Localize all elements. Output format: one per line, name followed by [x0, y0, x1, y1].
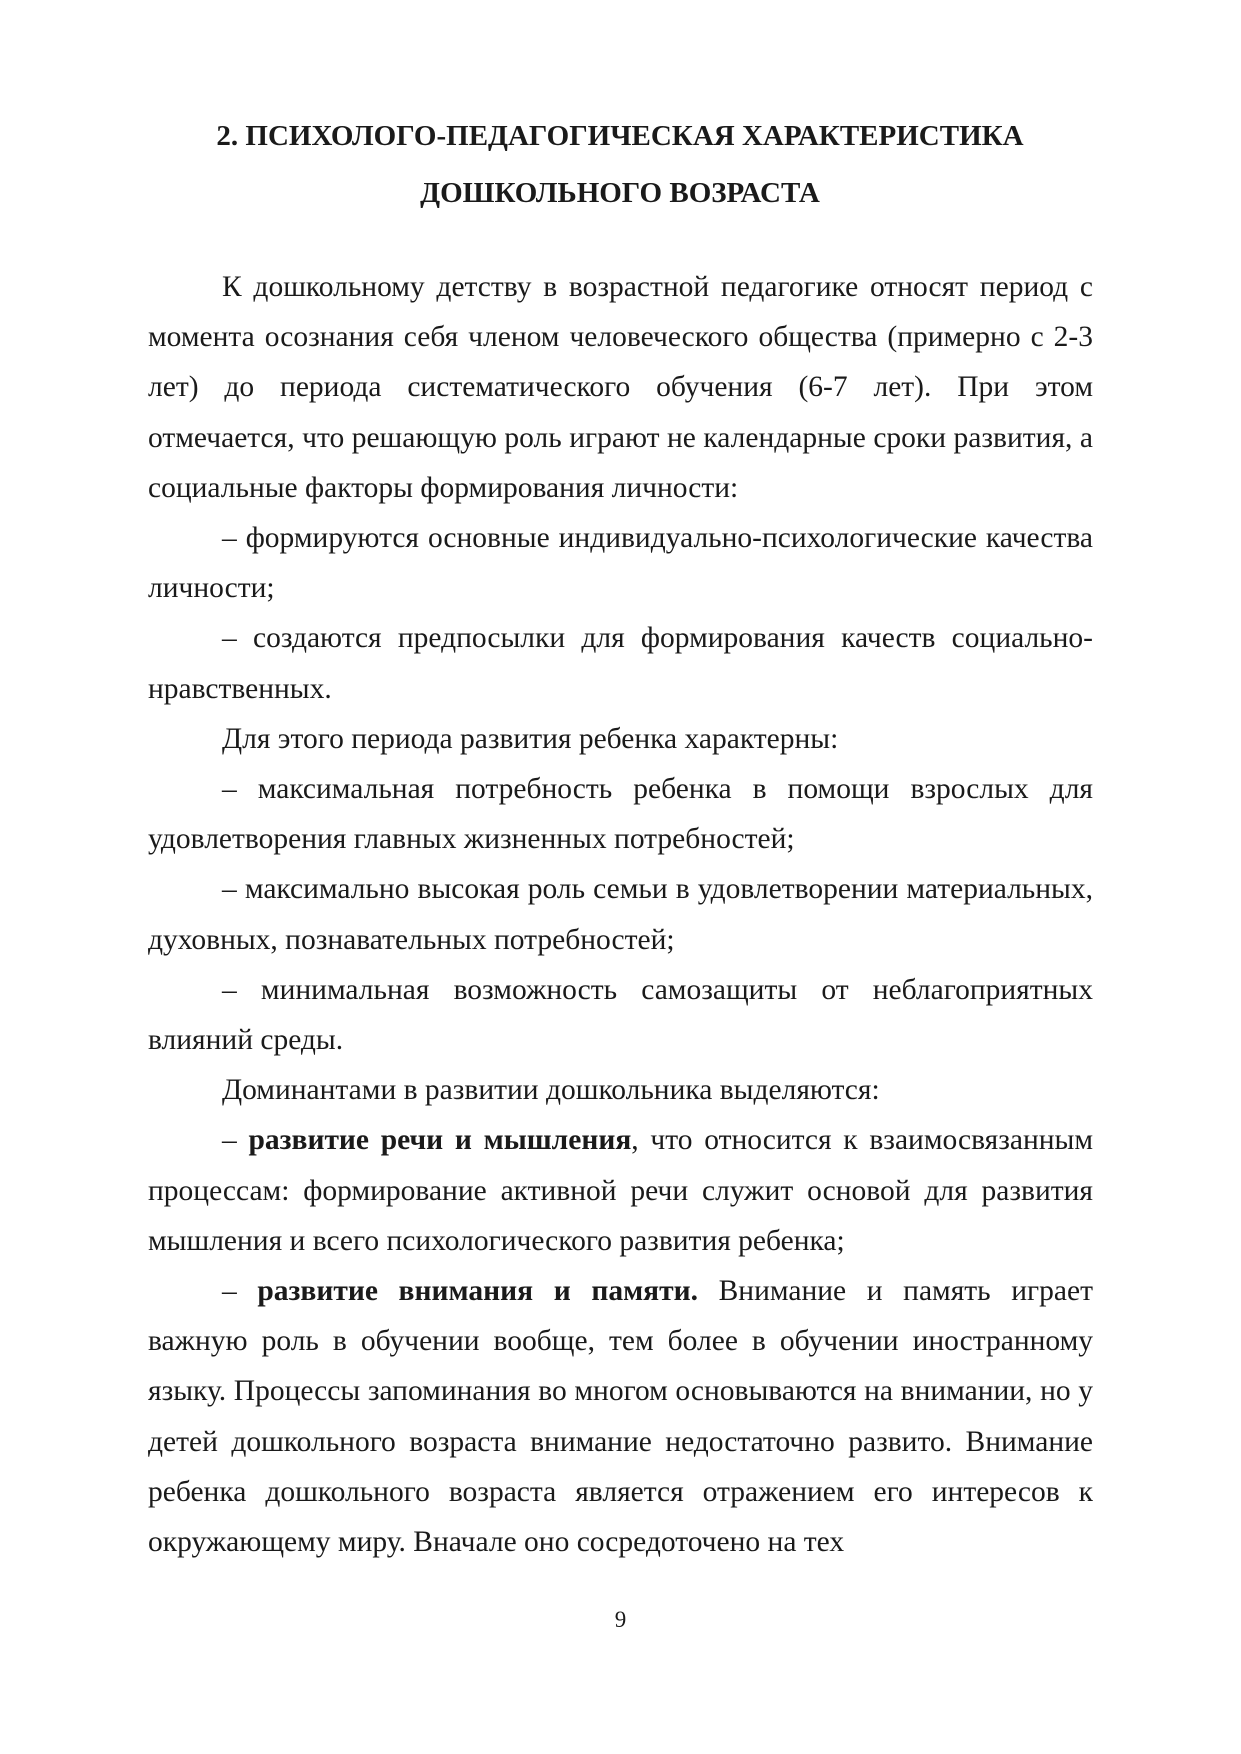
list-item-text: , что относится к взаимосвязанным процессам: формирование активной речи служит основой для развития мышления и всего психологического развития ребенка; [148, 1124, 1094, 1257]
list-item-text: Внимание и память играет важную роль в обучении вообще, тем более в обучении иностранному языку. Процессы запоминания во многом основываются на внимании, но у детей дошкольного возраста внимание недостаточно развито. Внимание ребенка дошкольного возраста является отражением его интересов к окружающему миру. Вначале оно сосредоточено на тех [148, 1275, 1093, 1559]
page-number: 9 [614, 1607, 627, 1632]
list-dash: – [222, 1275, 258, 1308]
paragraph-dominants-intro: Доминантами в развитии дошкольника выделяются: [222, 1074, 880, 1107]
bold-term-attention-memory: развитие внимания и памяти. [257, 1275, 698, 1308]
body-text [148, 262, 1093, 1567]
section-heading [150, 108, 1090, 222]
paragraph-intro: К дошкольному детству в возрастной педагогике относят период с момента осознания себя членом человеческого общества (примерно с 2-3 лет) до периода систематического обучения (6-7 лет). При этом отмечается, что решающую роль играют не календарные сроки развития, а социальные факторы формирования личности: [148, 271, 1093, 504]
list-item-dominant-speech [148, 1115, 1093, 1266]
paragraph-period-intro: Для этого периода развития ребенка характерны: [222, 722, 839, 755]
list-item: – максимально высокая роль семьи в удовлетворении материальных, духовных, познавательных потребностей; [148, 873, 1093, 956]
list-item: – создаются предпосылки для формирования качеств социально-нравственных. [148, 622, 1093, 705]
list-item: – формируются основные индивидуально-психологические качества личности; [148, 522, 1093, 605]
list-item: – минимальная возможность самозащиты от неблагоприятных влияний среды. [148, 973, 1093, 1057]
list-dash: – [222, 1124, 249, 1157]
heading-line-2: ДОШКОЛЬНОГО ВОЗРАСТА [420, 177, 820, 209]
list-item-dominant-attention [148, 1266, 1093, 1567]
heading-line-1: 2. ПСИХОЛОГО-ПЕДАГОГИЧЕСКАЯ ХАРАКТЕРИСТИКА [216, 120, 1024, 152]
bold-term-speech-thinking: развитие речи и мышления [248, 1124, 632, 1157]
list-item: – максимальная потребность ребенка в помощи взрослых для удовлетворения главных жизненных потребностей; [148, 773, 1093, 856]
